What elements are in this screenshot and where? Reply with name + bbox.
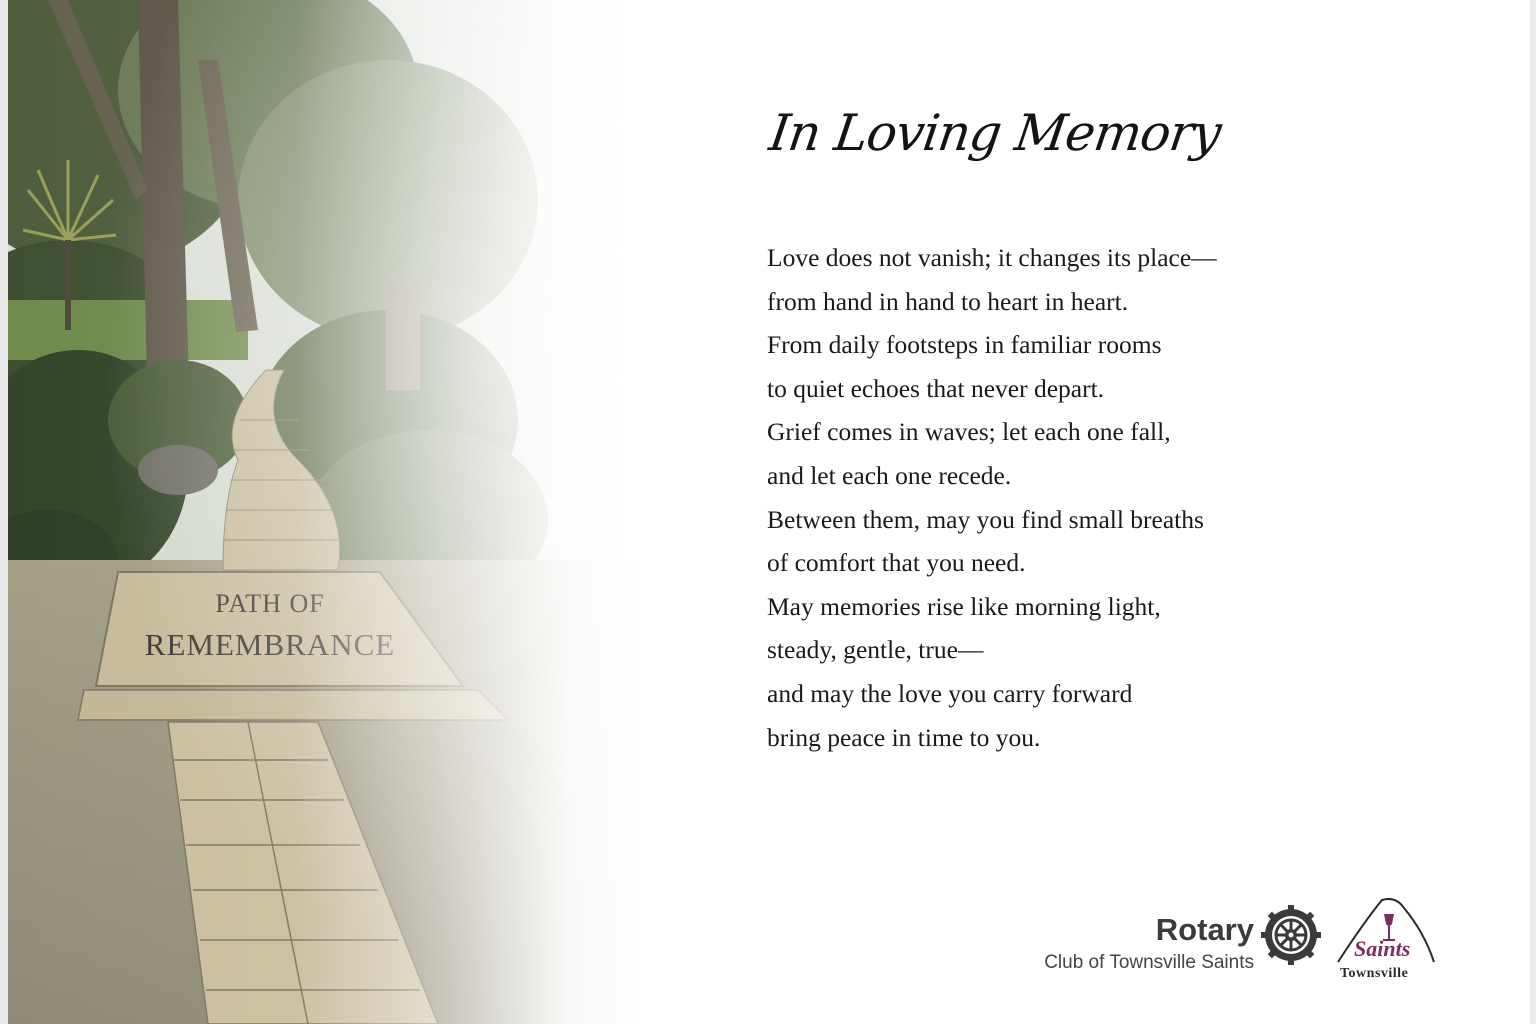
poem-line: From daily footsteps in familiar rooms: [767, 330, 1162, 360]
right-border: [1530, 0, 1536, 1024]
poem: [767, 236, 1217, 759]
poem-line: and may the love you carry forward: [767, 678, 1133, 708]
poem-line: Between them, may you find small breaths: [767, 504, 1204, 534]
left-border: [0, 0, 8, 1024]
garden-path-illustration: [8, 0, 648, 1024]
rotary-wordmark: Rotary: [1155, 912, 1254, 947]
card-title: In Loving Memory: [766, 104, 1225, 162]
poem-line: May memories rise like morning light,: [767, 591, 1161, 621]
poem-line: to quiet echoes that never depart.: [767, 373, 1105, 403]
rotary-logo: [1030, 898, 1330, 988]
poem-line: of comfort that you need.: [767, 548, 1026, 578]
poem-line: Grief comes in waves; let each one fall,: [767, 417, 1171, 447]
poem-line: from hand in hand to heart in heart.: [767, 286, 1129, 316]
saints-wordmark: Saints: [1354, 936, 1411, 961]
poem-line: and let each one recede.: [767, 460, 1012, 490]
rotary-club-name: Club of Townsville Saints: [1044, 952, 1254, 973]
garden-path-photo: [8, 0, 648, 1024]
saints-logo: [1334, 892, 1438, 988]
rotary-wheel-icon: [1260, 904, 1322, 966]
poem-line: steady, gentle, true—: [767, 635, 984, 665]
poem-line: Love does not vanish; it changes its place—: [767, 243, 1217, 272]
poem-line: bring peace in time to you.: [767, 722, 1041, 752]
saints-town-name: Townsville: [1340, 966, 1409, 981]
